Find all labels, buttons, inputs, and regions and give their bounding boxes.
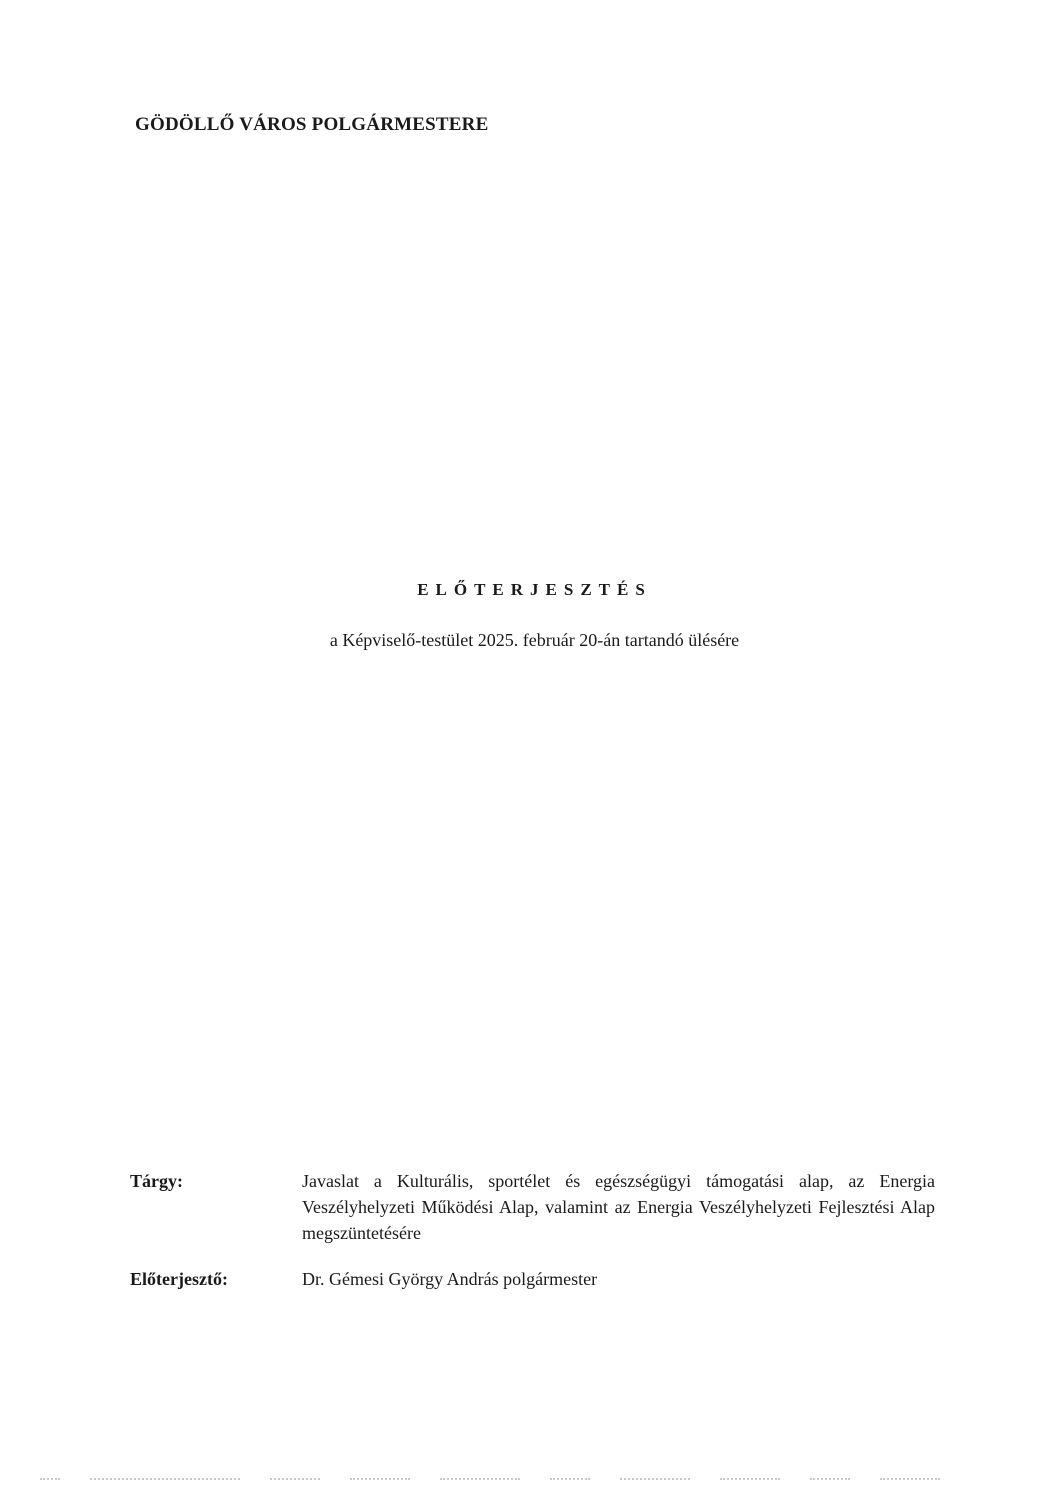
- presenter-value: Dr. Gémesi György András polgármester: [302, 1269, 598, 1289]
- scan-footer-dots: [40, 1478, 1020, 1482]
- footer-dot-segment: [270, 1478, 320, 1482]
- footer-dot-segment: [550, 1478, 590, 1482]
- footer-dot-segment: [350, 1478, 410, 1482]
- document-subtitle: a Képviselő-testület 2025. február 20-án tartandó ülésére: [329, 630, 740, 650]
- footer-dot-segment: [880, 1478, 940, 1482]
- footer-dot-segment: [810, 1478, 850, 1482]
- footer-dot-segment: [40, 1478, 60, 1482]
- presenter-row: [130, 1266, 935, 1292]
- footer-dot-segment: [720, 1478, 780, 1482]
- subject-row: [130, 1168, 935, 1246]
- document-title: ELŐTERJESZTÉS: [417, 580, 652, 599]
- issuer-heading: GÖDÖLLŐ VÁROS POLGÁRMESTERE: [135, 114, 489, 135]
- subject-value: Javaslat a Kulturális, sportélet és egészségügyi támogatási alap, az Energia Veszélyhelyzeti Működési Alap, valamint az Energia Veszélyhelyzeti Fejlesztési Alap megszüntetésére: [302, 1171, 935, 1243]
- presenter-label: Előterjesztő:: [130, 1269, 228, 1289]
- footer-dot-segment: [90, 1478, 240, 1482]
- footer-dot-segment: [620, 1478, 690, 1482]
- footer-dot-segment: [440, 1478, 520, 1482]
- subject-label: Tárgy:: [130, 1171, 183, 1191]
